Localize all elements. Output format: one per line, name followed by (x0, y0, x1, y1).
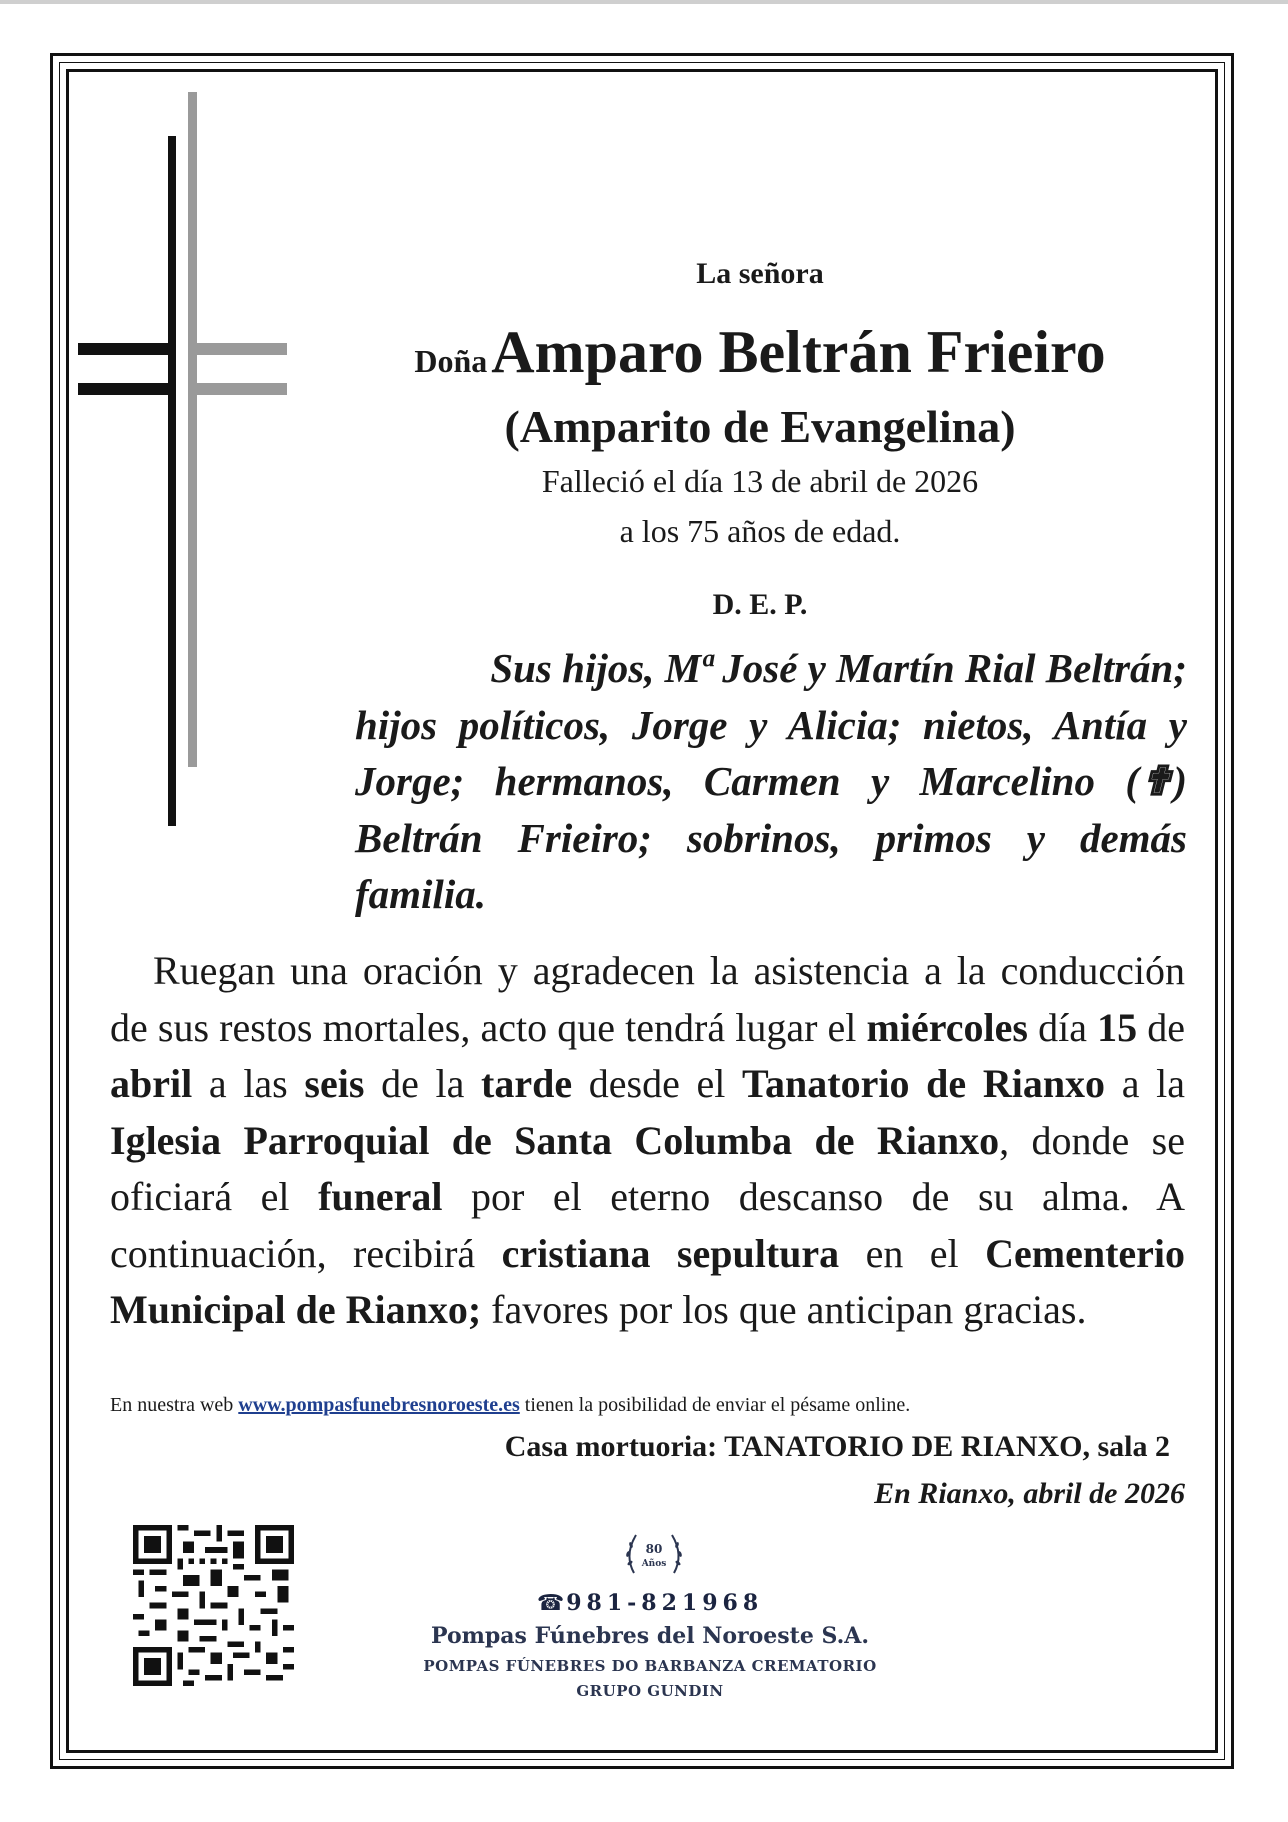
condolence-note-before: En nuestra web (110, 1394, 239, 1416)
condolence-note (110, 1394, 1185, 1417)
ceremony-month: abril (110, 1061, 193, 1106)
ceremony-text-part: día (1027, 1004, 1098, 1050)
telephone-icon: ☎ (536, 1591, 565, 1616)
condolence-note-after: tienen la posibilidad de enviar el pésame online. (519, 1394, 911, 1416)
ceremony-text (110, 943, 1185, 1339)
intro-title: La señora (696, 257, 824, 290)
deceased-cross-icon: ✟ (1138, 758, 1174, 804)
ceremony-text-part: a las (192, 1061, 305, 1106)
ceremony-text-part: Ruegan una oración y agradecen la asistencia a la conducción de sus restos mortales, acto que tendrá lugar el (110, 948, 1185, 1050)
full-name: Amparo Beltrán Frieiro (491, 319, 1106, 385)
ceremony-period: tarde (481, 1061, 573, 1106)
death-date: Falleció el día 13 de abril de 2026 (541, 463, 979, 499)
ceremony-text-part: , donde se oficiará el (110, 1117, 1185, 1219)
company-name: Pompas Fúnebres del Noroeste S.A. (431, 1623, 869, 1649)
family-line-end: ) Beltrán Frieiro; sobrinos, primos y demás familia. (355, 758, 1187, 917)
nickname: (Amparito de Evangelina) (504, 401, 1016, 452)
phone-digits: 981-821968 (566, 1590, 764, 1616)
name-prefix: Doña (414, 343, 488, 379)
company-group: GRUPO GUNDIN (576, 1682, 724, 1700)
website-link[interactable]: www.pompasfunebresnoroeste.es (238, 1394, 520, 1416)
age-at-death: a los 75 años de edad. (619, 513, 901, 549)
anniversary-badge-icon (620, 1525, 688, 1587)
company-subtitle: POMPAS FÚNEBRES DO BARBANZA CREMATORIO (423, 1657, 877, 1675)
ceremony-text-part: a la (1105, 1061, 1186, 1106)
ceremony-text-part: favores por los que anticipan gracias. (481, 1287, 1087, 1332)
wake-location: Casa mortuoria: TANATORIO DE RIANXO, sala 2 (504, 1430, 1170, 1463)
rip-abbreviation: D. E. P. (712, 588, 808, 621)
ceremony-weekday: miércoles (866, 1004, 1028, 1050)
place-and-date: En Rianxo, abril de 2026 (874, 1477, 1185, 1510)
qr-code-icon[interactable] (133, 1525, 294, 1686)
ceremony-hour: seis (304, 1061, 365, 1106)
badge-number: 80 (645, 1542, 663, 1556)
family-line-1: Sus hijos, Mª José y Martín Rial Beltrán; (490, 645, 1187, 691)
ceremony-text-part: desde el (572, 1061, 743, 1106)
ceremony-text-part: por el eterno descanso de su alma. A continuación, recibirá (110, 1174, 1185, 1276)
ceremony-text-part: en el (839, 1230, 986, 1276)
ceremony-burial: cristiana sepultura (501, 1230, 840, 1276)
ceremony-text-part: de (1137, 1004, 1185, 1050)
ceremony-origin: Tanatorio de Rianxo (742, 1061, 1106, 1106)
top-edge-line (0, 0, 1288, 4)
ceremony-cemetery: Cementerio Municipal de Rianxo; (110, 1230, 1186, 1332)
family-list (355, 640, 1187, 923)
ceremony-day: 15 (1097, 1004, 1138, 1050)
ceremony-service: funeral (318, 1174, 443, 1219)
phone-number[interactable] (360, 1590, 940, 1616)
deceased-name (310, 318, 1210, 387)
ceremony-text-part: de la (364, 1061, 482, 1106)
ceremony-church: Iglesia Parroquial de Santa Columba de Rianxo (110, 1117, 1000, 1163)
family-line-rest: hijos políticos, Jorge y Alicia; nietos, Antía y Jorge; hermanos, Carmen y Marcelino ( (355, 701, 1187, 804)
badge-label: Años (641, 1559, 667, 1569)
